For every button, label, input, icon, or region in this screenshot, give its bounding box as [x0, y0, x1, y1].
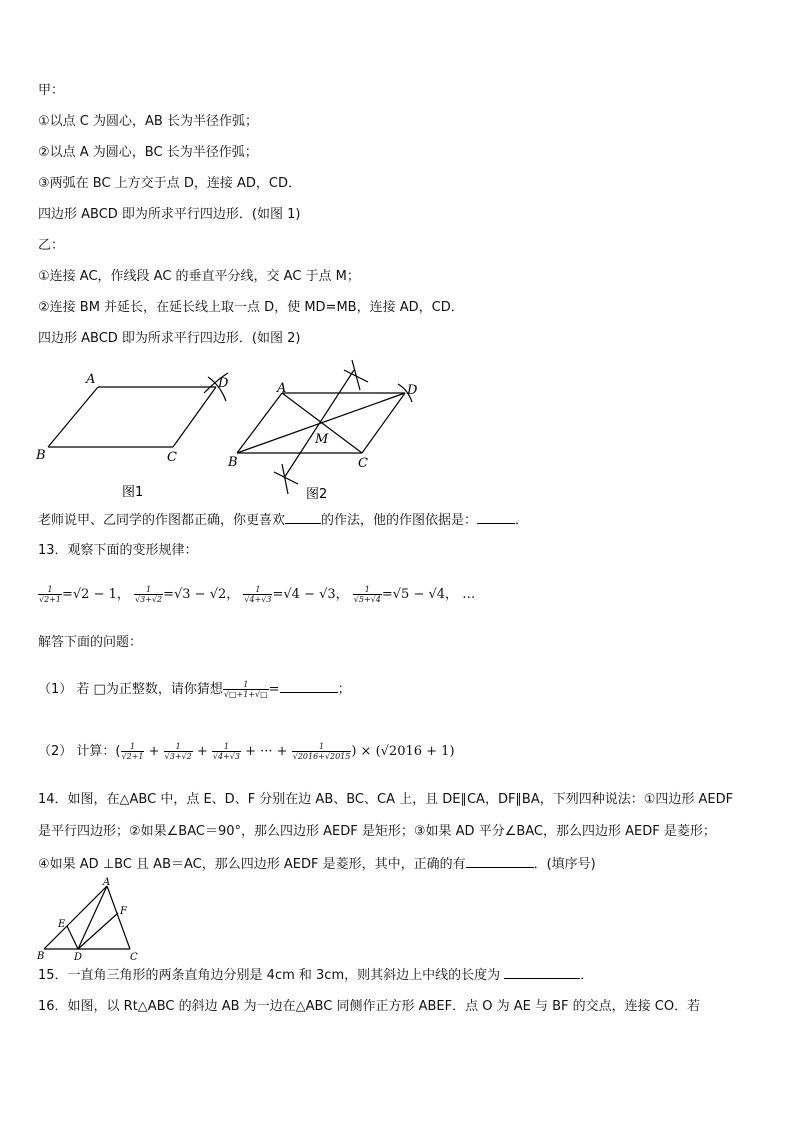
q14-line-1: 14．如图，在△ABC 中，点 E、D、F 分别在边 AB、BC、CA 上，且 DE∥CA，DF∥BA，下列四种说法：①四边形 AEDF	[38, 792, 734, 807]
q12-tail-end: ．	[515, 513, 529, 528]
q13-part2-term-2: $\frac{1}{√3+√2}$	[164, 742, 192, 761]
q13-pattern-frac-2: $\frac{1}{√3+√2}$	[135, 585, 163, 604]
q13-part2-term-3: $\frac{1}{√4+√3}$	[212, 742, 240, 761]
jia-conclusion: 四边形 ABCD 即为所求平行四边形．(如图 1)	[38, 207, 301, 222]
q13-answer-prompt: 解答下面的问题：	[38, 635, 143, 650]
jia-title: 甲：	[38, 83, 65, 98]
figure-2-parallelogram	[222, 350, 432, 510]
q13-part1-end: ；	[337, 682, 351, 697]
fig1-label-d: D	[218, 376, 229, 391]
q13-pattern-ellipsis: …	[462, 587, 476, 602]
q13-pattern-rhs-1: =√2 − 1，	[61, 587, 130, 602]
fig2-label-a: A	[277, 381, 287, 396]
q14-line-3	[38, 855, 596, 874]
q12-tail-middle: 的作法，他的作图依据是：	[321, 513, 478, 528]
q15-answer-blank[interactable]	[504, 966, 580, 979]
q14-answer-blank[interactable]	[466, 855, 534, 868]
yi-step-2: ②连接 BM 并延长，在延长线上取一点 D，使 MD=MB，连接 AD，CD．	[38, 300, 464, 315]
q14-label-e: E	[58, 919, 66, 930]
q13-part1-before: 若 □为正整数，请你猜想	[76, 682, 223, 697]
q13-part1-frac: $\frac{1}{√□+1+√□}$	[223, 680, 268, 699]
q13-part1-blank[interactable]	[280, 680, 338, 693]
jia-step-1: ①以点 C 为圆心，AB 长为半径作弧；	[38, 114, 258, 129]
yi-title: 乙：	[38, 238, 65, 253]
q13-part2-before: 计算：(	[76, 744, 121, 759]
q13-pattern-rhs-2: =√3 − √2，	[163, 587, 240, 602]
fig1-label-a: A	[86, 372, 96, 387]
q14-line3-after: ．(填序号)	[533, 857, 596, 872]
q14-triangle-figure	[32, 876, 147, 962]
q13-part2-dots: + ··· +	[245, 744, 288, 759]
q15-end: ．	[580, 968, 594, 983]
fig1-label-b: B	[36, 448, 46, 463]
q13-part2-term-last: $\frac{1}{√2016+√2015}$	[292, 742, 351, 761]
jia-step-2: ②以点 A 为圆心，BC 长为半径作弧；	[38, 145, 258, 160]
q13-pattern-frac-1: $\frac{1}{√2+1}$	[39, 585, 61, 604]
q12-tail	[38, 511, 528, 530]
fig2-caption: 图2	[306, 487, 328, 502]
fig2-label-d: D	[407, 383, 418, 398]
q14-line3-before: ④如果 AD ⊥BC 且 AB＝AC，那么四边形 AEDF 是菱形，其中，正确的有	[38, 857, 466, 872]
q13-pattern-rhs-3: =√4 − √3，	[272, 587, 349, 602]
fig2-label-b: B	[228, 455, 238, 470]
fig1-label-c: C	[167, 450, 177, 465]
q13-part1-equals: =	[268, 682, 280, 697]
q15	[38, 966, 593, 985]
jia-step-3: ③两弧在 BC 上方交于点 D，连接 AD，CD．	[38, 176, 301, 191]
q14-label-d: D	[74, 952, 83, 962]
q15-text: 15．一直角三角形的两条直角边分别是 4cm 和 3cm，则其斜边上中线的长度为	[38, 968, 501, 983]
q14-line-2: 是平行四边形；②如果∠BAC＝90°，那么四边形 AEDF 是矩形；③如果 AD 平分∠BAC，那么四边形 AEDF 是菱形；	[38, 824, 716, 839]
q14-label-c: C	[130, 952, 138, 962]
q13-part2-label: （2）	[38, 744, 73, 759]
figure-1-parallelogram	[30, 365, 240, 505]
q13-pattern-rhs-4: =√5 − √4，	[381, 587, 459, 602]
q14-label-f: F	[120, 906, 127, 917]
q14-label-a: A	[103, 877, 111, 888]
q12-blank-basis[interactable]	[477, 511, 515, 524]
q12-tail-before: 老师说甲、乙同学的作图都正确，你更喜欢	[38, 513, 286, 528]
q13-pattern	[38, 585, 475, 604]
q13-stem: 13．观察下面的变形规律：	[38, 543, 198, 558]
fig2-label-c: C	[358, 456, 368, 471]
q13-pattern-frac-3: $\frac{1}{√4+√3}$	[244, 585, 272, 604]
yi-step-1: ①连接 AC，作线段 AC 的垂直平分线，交 AC 于点 M；	[38, 269, 360, 284]
q14-label-b: B	[37, 951, 45, 962]
q13-part1-label: （1）	[38, 682, 73, 697]
fig1-caption: 图1	[122, 485, 144, 500]
q13-part2-after: ) × (√2016 + 1)	[351, 744, 455, 759]
q13-part-1	[38, 680, 351, 699]
fig2-label-m: M	[315, 432, 329, 447]
q16-line-1: 16．如图，以 Rt△ABC 的斜边 AB 为一边在△ABC 同侧作正方形 ABEF．点 O 为 AE 与 BF 的交点，连接 CO．若	[38, 999, 701, 1014]
q13-part2-term-1: $\frac{1}{√2+1}$	[121, 742, 144, 761]
q13-pattern-frac-4: $\frac{1}{√5+√4}$	[353, 585, 381, 604]
q12-blank-method[interactable]	[285, 511, 321, 524]
yi-conclusion: 四边形 ABCD 即为所求平行四边形．(如图 2)	[38, 331, 301, 346]
q13-part-2: （2） 计算：( $\frac{1}{√2+1}$ + $\frac{1}{√3+√2}$ + $\frac{1}{√4+√3}$ + ··· + $\frac{1}{√2016+√2015}$ ) × (√2016 + 1)	[38, 742, 455, 761]
